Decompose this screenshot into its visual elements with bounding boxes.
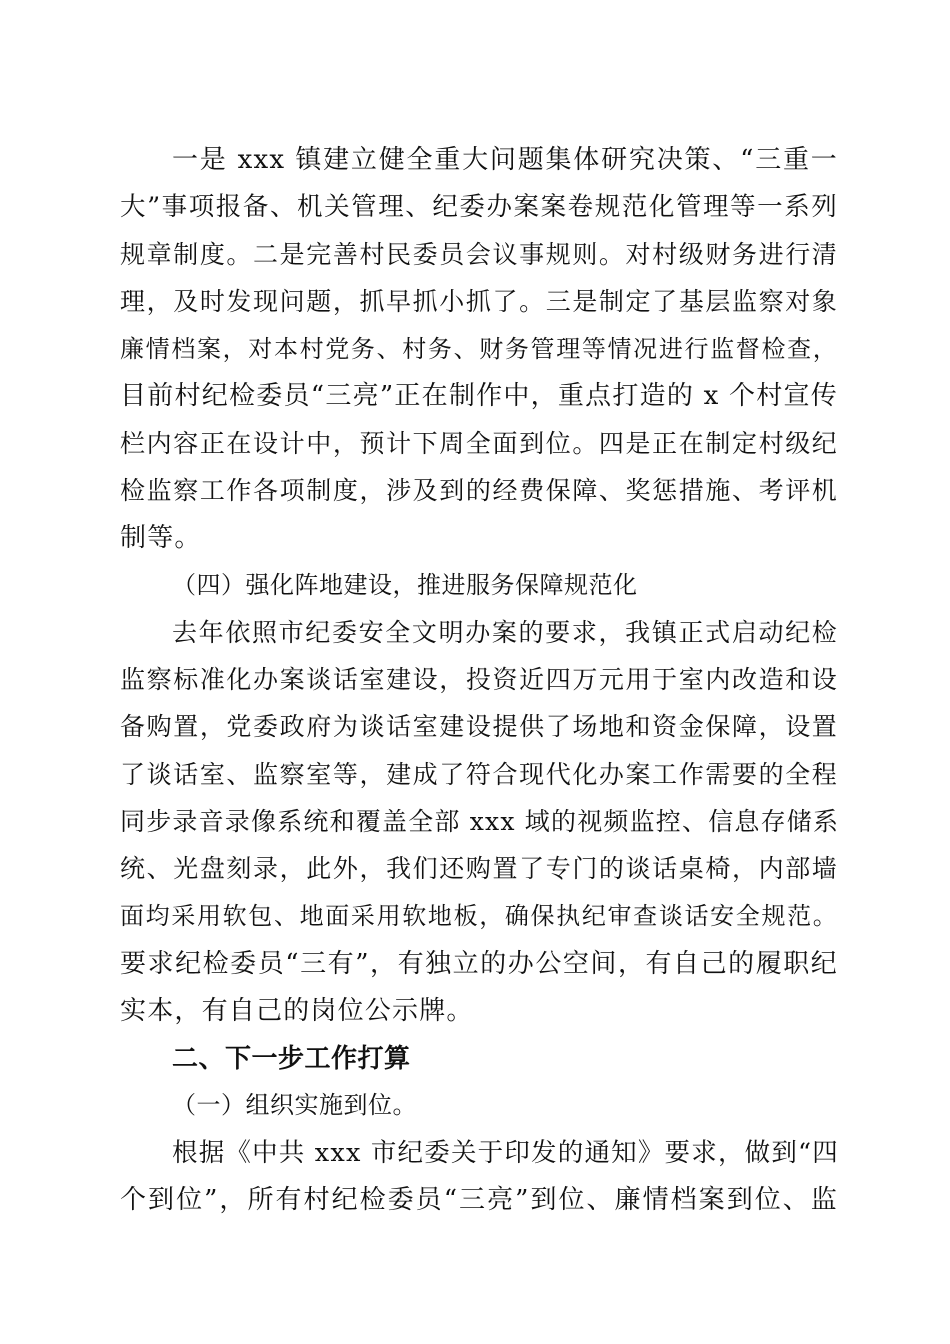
text-line: 同步录音录像系统和覆盖全部 xxx 域的视频监控、信息存储系 bbox=[120, 807, 840, 836]
text-line: 实本，有自己的岗位公示牌。 bbox=[120, 996, 474, 1026]
text-line: 去年依照市纪委安全文明办案的要求，我镇正式启动纪检 bbox=[172, 618, 838, 647]
text-line: 检监察工作各项制度，涉及到的经费保障、奖惩措施、考评机 bbox=[120, 476, 838, 505]
text-line: 了谈话室、监察室等，建成了符合现代化办案工作需要的全程 bbox=[120, 760, 838, 789]
text-line: 备购置，党委政府为谈话室建设提供了场地和资金保障，设置 bbox=[120, 712, 838, 741]
text-line: 面均采用软包、地面采用软地板，确保执纪审查谈话安全规范。 bbox=[120, 902, 838, 930]
section-heading: （一）组织实施到位。 bbox=[172, 1091, 417, 1119]
text-line: 规章制度。二是完善村民委员会议事规则。对村级财务进行清 bbox=[120, 240, 838, 269]
text-line: 个到位”，所有村纪检委员“三亮”到位、廉情档案到位、监 bbox=[120, 1185, 838, 1215]
text-line: 根据《中共 xxx 市纪委关于印发的通知》要求，做到“四 bbox=[172, 1138, 839, 1168]
chapter-heading: 二、下一步工作打算 bbox=[172, 1044, 411, 1074]
text-line: 统、光盘刻录，此外，我们还购置了专门的谈话桌椅，内部墙 bbox=[120, 854, 838, 883]
text-line: 理，及时发现问题，抓早抓小抓了。三是制定了基层监察对象 bbox=[120, 287, 838, 316]
text-line: 一是 xxx 镇建立健全重大问题集体研究决策、“三重一 bbox=[172, 145, 838, 175]
text-line: 大”事项报备、机关管理、纪委办案案卷规范化管理等一系列 bbox=[120, 192, 838, 222]
text-line: 栏内容正在设计中，预计下周全面到位。四是正在制定村级纪 bbox=[120, 429, 838, 458]
text-line: 监察标准化办案谈话室建设，投资近四万元用于室内改造和设 bbox=[120, 665, 838, 694]
text-line: 制等。 bbox=[120, 523, 202, 553]
text-line: 目前村纪检委员“三亮”正在制作中，重点打造的 x 个村宣传 bbox=[120, 381, 838, 411]
text-line: 廉情档案，对本村党务、村务、财务管理等情况进行监督检查， bbox=[120, 335, 838, 363]
text-line: 要求纪检委员“三有”，有独立的办公空间，有自己的履职纪 bbox=[120, 949, 838, 979]
section-heading: （四）强化阵地建设，推进服务保障规范化 bbox=[172, 571, 638, 599]
